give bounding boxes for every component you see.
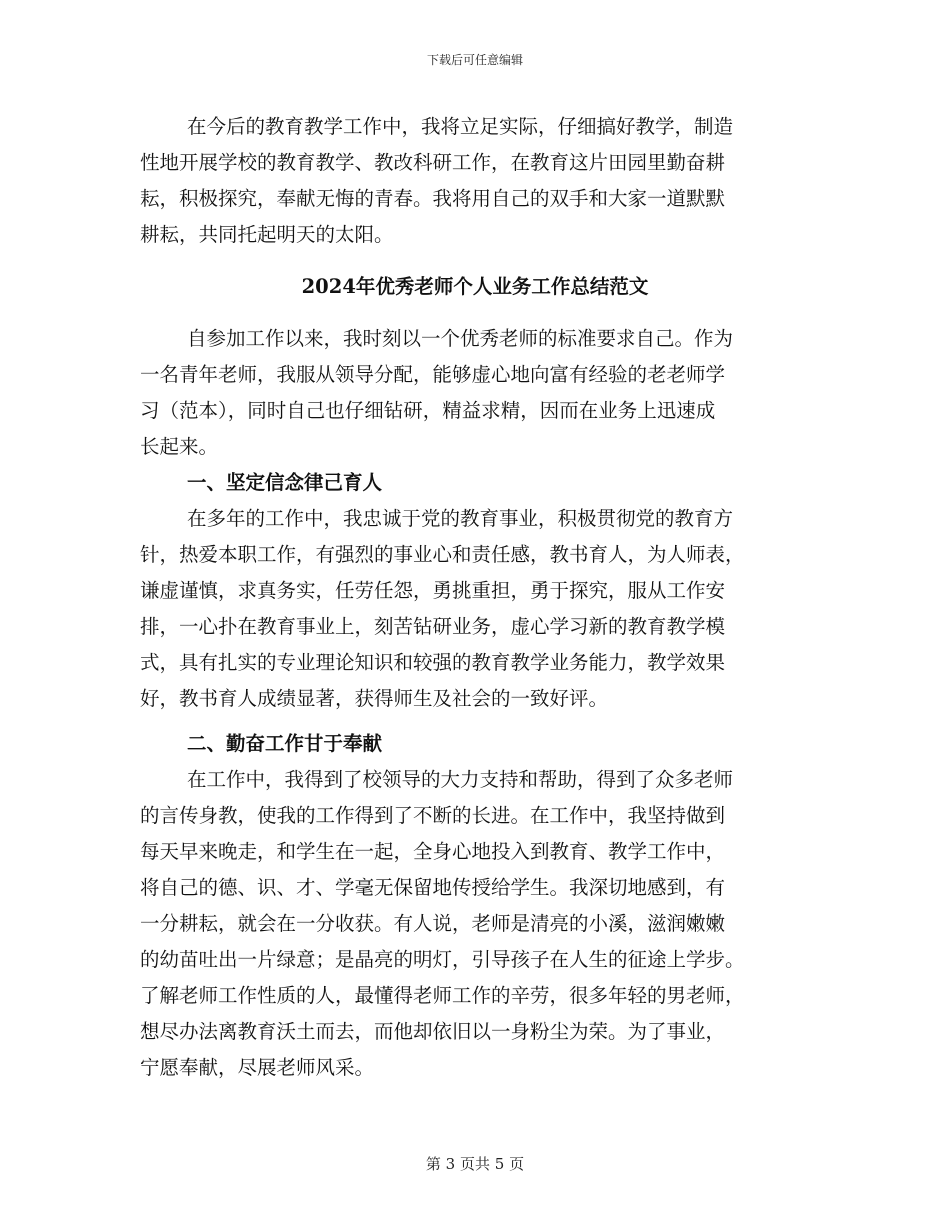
paragraph-line: 每天早来晚走，和学生在一起，全身心地投入到教育、教学工作中， bbox=[140, 840, 726, 863]
paragraph-line: 在多年的工作中，我忠诚于党的教育事业，积极贯彻党的教育方 bbox=[187, 507, 734, 530]
paragraph-line: 针，热爱本职工作，有强烈的事业心和责任感，教书育人，为人师表， bbox=[140, 543, 745, 566]
paragraph-line: 习（范本），同时自己也仔细钻研，精益求精，因而在业务上迅速成 bbox=[140, 399, 716, 422]
paragraph-line: 宁愿奉献，尽展老师风采。 bbox=[140, 1056, 375, 1079]
paragraph-line: 式，具有扎实的专业理论知识和较强的教育教学业务能力，教学效果 bbox=[140, 651, 726, 674]
paragraph-line: 好，教书育人成绩显著，获得师生及社会的一致好评。 bbox=[140, 687, 609, 710]
article-title: 2024年优秀老师个人业务工作总结范文 bbox=[301, 275, 649, 298]
paragraph-line: 了解老师工作性质的人，最懂得老师工作的辛劳，很多年轻的男老师， bbox=[140, 984, 745, 1007]
section-heading: 一、坚定信念律己育人 bbox=[187, 471, 383, 494]
paragraph-line: 的幼苗吐出一片绿意；是晶亮的明灯，引导孩子在人生的征途上学步。 bbox=[140, 948, 745, 971]
paragraph-line: 耕耘，共同托起明天的太阳。 bbox=[140, 223, 394, 246]
paragraph-line: 自参加工作以来，我时刻以一个优秀老师的标准要求自己。作为 bbox=[187, 327, 734, 350]
paragraph-line: 排，一心扑在教育事业上，刻苦钻研业务，虚心学习新的教育教学模 bbox=[140, 615, 726, 638]
paragraph-line: 长起来。 bbox=[140, 435, 219, 458]
paragraph-line: 的言传身教，使我的工作得到了不断的长进。在工作中，我坚持做到 bbox=[140, 804, 726, 827]
paragraph-line: 将自己的德、识、才、学毫无保留地传授给学生。我深切地感到，有 bbox=[140, 876, 726, 899]
paragraph-line: 谦虚谨慎，求真务实，任劳任怨，勇挑重担，勇于探究，服从工作安 bbox=[140, 579, 726, 602]
paragraph-line: 在工作中，我得到了校领导的大力支持和帮助，得到了众多老师 bbox=[187, 768, 734, 791]
paragraph-line: 一名青年老师，我服从领导分配，能够虚心地向富有经验的老老师学 bbox=[140, 363, 726, 386]
section-heading: 二、勤奋工作甘于奉献 bbox=[187, 732, 383, 755]
paragraph-line: 在今后的教育教学工作中，我将立足实际，仔细搞好教学，制造 bbox=[187, 115, 734, 138]
paragraph-line: 耘，积极探究，奉献无悔的青春。我将用自己的双手和大家一道默默 bbox=[140, 187, 726, 210]
paragraph-line: 性地开展学校的教育教学、教改科研工作，在教育这片田园里勤奋耕 bbox=[140, 151, 726, 174]
page-footer: 第 3 页共 5 页 bbox=[425, 1155, 525, 1173]
page-header: 下载后可任意编辑 bbox=[426, 53, 523, 67]
paragraph-line: 一分耕耘，就会在一分收获。有人说，老师是清亮的小溪，滋润嫩嫩 bbox=[140, 912, 726, 935]
paragraph-line: 想尽办法离教育沃土而去，而他却依旧以一身粉尘为荣。为了事业， bbox=[140, 1020, 726, 1043]
